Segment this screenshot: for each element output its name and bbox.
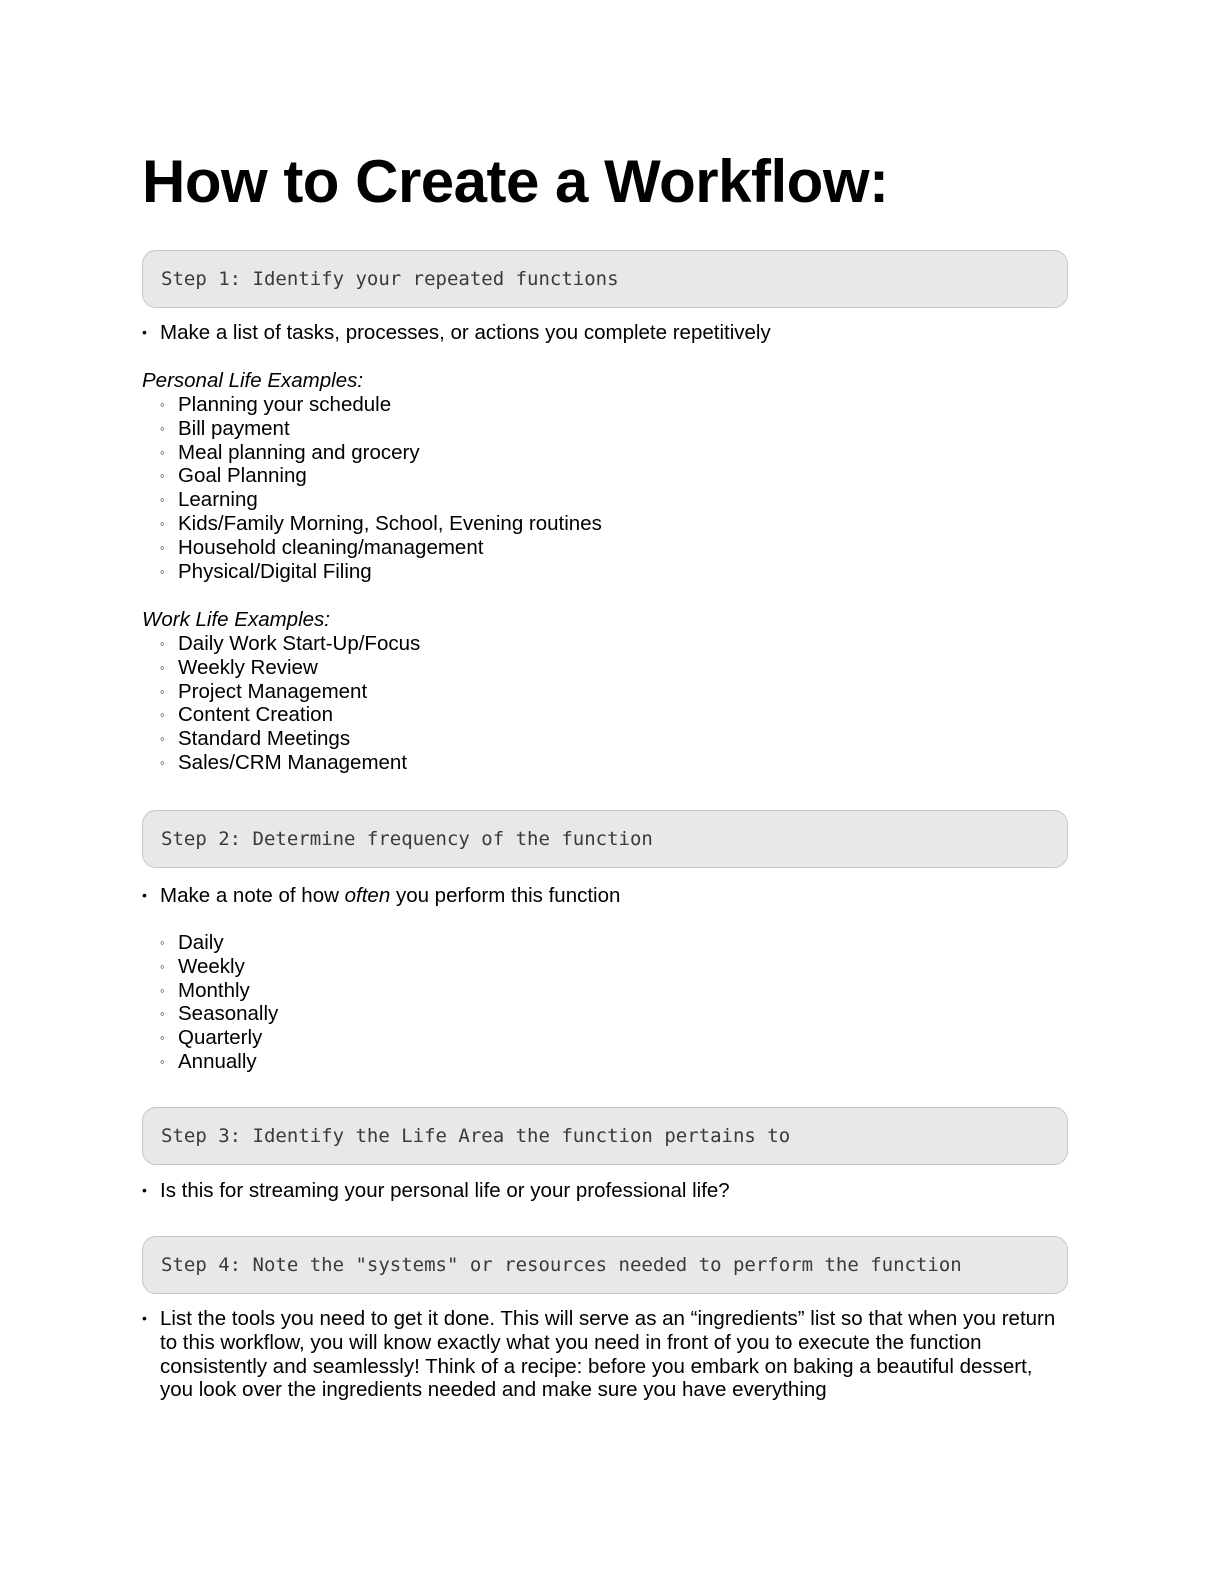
step-3-box: Step 3: Identify the Life Area the function pertains to (142, 1107, 1068, 1165)
circle-bullet-icon: ◦ (160, 707, 165, 723)
circle-bullet-icon: ◦ (160, 958, 165, 974)
list-item: ◦ Bill payment (160, 416, 290, 440)
list-item: ◦ Monthly (160, 978, 250, 1002)
circle-bullet-icon: ◦ (160, 731, 165, 747)
circle-bullet-icon: ◦ (160, 515, 165, 531)
list-item: ◦ Goal Planning (160, 464, 307, 488)
circle-bullet-icon: ◦ (160, 444, 165, 460)
list-item: ◦ Content Creation (160, 703, 333, 727)
work-examples-heading: Work Life Examples: (142, 608, 330, 631)
circle-bullet-icon: ◦ (160, 468, 165, 484)
list-item: ◦ Quarterly (160, 1026, 263, 1050)
circle-bullet-icon: ◦ (160, 563, 165, 579)
circle-bullet-icon: ◦ (160, 420, 165, 436)
list-item: ◦ Annually (160, 1049, 257, 1073)
bullet-icon: • (142, 887, 147, 903)
bullet-icon: • (142, 1310, 147, 1326)
circle-bullet-icon: ◦ (160, 1053, 165, 1069)
list-item: ◦ Household cleaning/management (160, 535, 484, 559)
circle-bullet-icon: ◦ (160, 397, 165, 412)
list-item: ◦ Learning (160, 488, 258, 512)
step-2-box: Step 2: Determine frequency of the function (142, 810, 1068, 868)
bullet-icon: • (142, 324, 147, 340)
list-item: ◦ Standard Meetings (160, 727, 351, 751)
step-3-bullet: • Is this for streaming your personal life or your professional life? (142, 1179, 730, 1202)
step-4-bullet: • List the tools you need to get it done. This will serve as an “ingredients” list so that when you return to this workflow, you will know exactly what you need in front of you to execute the function consistently and seamlessly! Think of a recipe: before you embark on baking a beautiful dessert, you look over the ingredients needed and make sure you have everything (142, 1307, 1056, 1402)
list-item: ◦ Weekly (160, 954, 245, 978)
list-item: ◦ Sales/CRM Management (160, 750, 408, 774)
list-item: ◦ Planning your schedule (160, 393, 392, 416)
step-1-box: Step 1: Identify your repeated functions (142, 250, 1068, 308)
page-title: How to Create a Workflow: (142, 148, 889, 215)
bullet-icon: • (142, 1182, 147, 1198)
frequency-list (160, 931, 278, 1074)
circle-bullet-icon: ◦ (160, 539, 165, 555)
circle-bullet-icon: ◦ (160, 683, 165, 699)
step-2-bullet: • Make a note of how often you perform this function (142, 884, 621, 907)
list-item: ◦ Kids/Family Morning, School, Evening routines (160, 511, 602, 535)
circle-bullet-icon: ◦ (160, 636, 165, 651)
step-4-box: Step 4: Note the "systems" or resources needed to perform the function (142, 1236, 1068, 1294)
list-item: ◦ Weekly Review (160, 655, 318, 679)
step-1-bullet (142, 320, 771, 345)
circle-bullet-icon: ◦ (160, 1006, 165, 1022)
circle-bullet-icon: ◦ (160, 754, 165, 770)
step-1-bullet-text: Make a list of tasks, processes, or actions you complete repetitively (160, 321, 771, 344)
circle-bullet-icon: ◦ (160, 659, 165, 675)
circle-bullet-icon: ◦ (160, 1030, 165, 1046)
list-item: ◦ Daily Work Start-Up/Focus (160, 632, 421, 655)
personal-examples-heading: Personal Life Examples: (142, 369, 364, 392)
work-examples-list (160, 632, 420, 775)
circle-bullet-icon: ◦ (160, 492, 165, 508)
personal-examples-list (160, 393, 602, 583)
circle-bullet-icon: ◦ (160, 935, 165, 950)
list-item: ◦ Daily (160, 931, 224, 954)
circle-bullet-icon: ◦ (160, 982, 165, 998)
list-item: ◦ Seasonally (160, 1002, 279, 1026)
emphasis-text: often (344, 884, 391, 907)
list-item: ◦ Physical/Digital Filing (160, 559, 372, 583)
list-item: ◦ Project Management (160, 679, 368, 703)
list-item: ◦ Meal planning and grocery (160, 440, 420, 464)
